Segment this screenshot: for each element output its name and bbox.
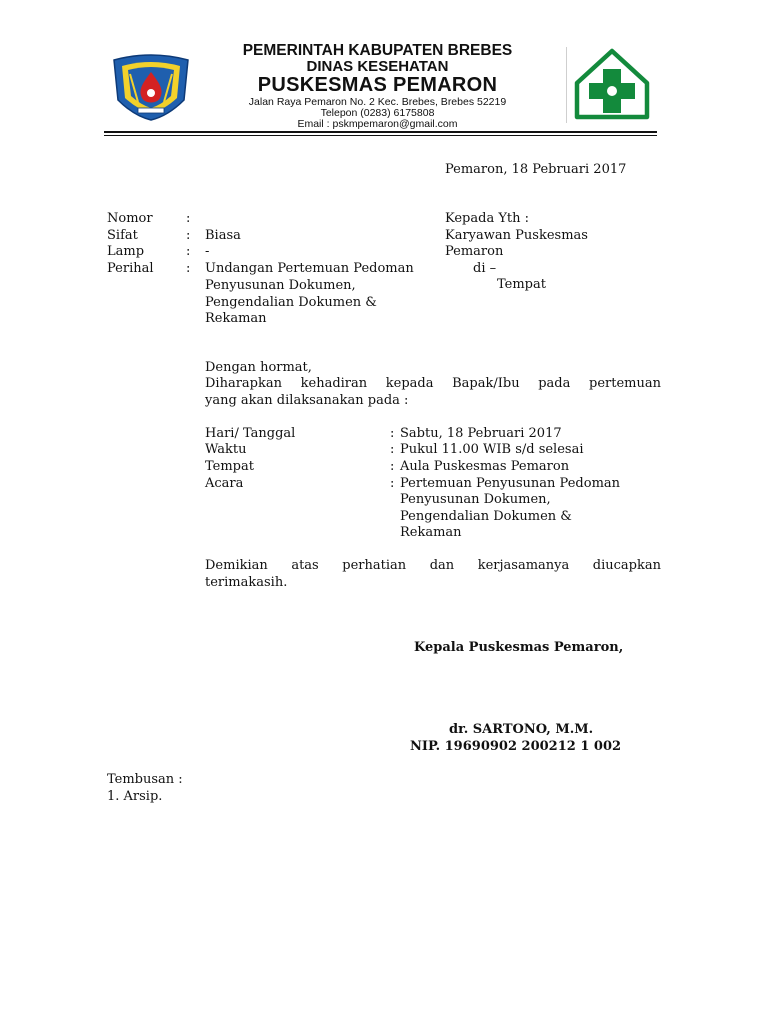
- puskesmas-logo-icon: [566, 47, 657, 123]
- cc-item: 1. Arsip.: [107, 789, 163, 804]
- recipient-place: Tempat: [497, 277, 546, 292]
- detail-value-agenda: Rekaman: [400, 525, 462, 540]
- lamp-colon: :: [186, 244, 191, 259]
- cc-label: Tembusan :: [107, 772, 183, 787]
- nomor-colon: :: [186, 211, 191, 226]
- perihal-line: Penyusunan Dokumen,: [205, 278, 356, 293]
- detail-label-date: Hari/ Tanggal: [205, 426, 296, 441]
- place-date: Pemaron, 18 Pebruari 2017: [445, 162, 627, 177]
- perihal-line: Pengendalian Dokumen &: [205, 295, 377, 310]
- perihal-line: Undangan Pertemuan Pedoman: [205, 261, 414, 276]
- intro-line: yang akan dilaksanakan pada :: [205, 393, 409, 408]
- detail-label-time: Waktu: [205, 442, 247, 457]
- lamp-value: -: [205, 244, 210, 259]
- detail-value-date: Sabtu, 18 Pebruari 2017: [400, 426, 562, 441]
- detail-colon: :: [390, 459, 395, 474]
- detail-value-place: Aula Puskesmas Pemaron: [400, 459, 570, 474]
- detail-colon: :: [390, 476, 395, 491]
- detail-colon: :: [390, 426, 395, 441]
- perihal-line: Rekaman: [205, 311, 267, 326]
- intro-line: Diharapkan kehadiran kepada Bapak/Ibu pada pertemuan: [205, 376, 661, 391]
- closing-line: Demikian atas perhatian dan kerjasamanya diucapkan: [205, 558, 661, 573]
- recipient-to: Kepada Yth :: [445, 211, 530, 226]
- detail-value-agenda: Pengendalian Dokumen &: [400, 509, 572, 524]
- greeting: Dengan hormat,: [205, 360, 312, 375]
- closing-line: terimakasih.: [205, 575, 288, 590]
- recipient-di: di –: [473, 261, 497, 276]
- sifat-label: Sifat: [107, 228, 138, 243]
- recipient-line: Pemaron: [445, 244, 504, 259]
- letterhead-rule-thick: [104, 131, 657, 133]
- letterhead-institution: PUSKESMAS PEMARON: [257, 74, 498, 96]
- letterhead-department: DINAS KESEHATAN: [306, 58, 449, 75]
- lamp-label: Lamp: [107, 244, 145, 259]
- letterhead-email: Email : pskmpemaron@gmail.com: [297, 118, 458, 130]
- sifat-value: Biasa: [205, 228, 241, 243]
- detail-value-agenda: Penyusunan Dokumen,: [400, 492, 551, 507]
- nomor-label: Nomor: [107, 211, 153, 226]
- sifat-colon: :: [186, 228, 191, 243]
- perihal-colon: :: [186, 261, 191, 276]
- letterhead-government: PEMERINTAH KABUPATEN BREBES: [242, 42, 513, 59]
- detail-value-time: Pukul 11.00 WIB s/d selesai: [400, 442, 584, 457]
- signature-nip: NIP. 19690902 200212 1 002: [410, 739, 622, 754]
- perihal-label: Perihal: [107, 261, 154, 276]
- letterhead-address: Jalan Raya Pemaron No. 2 Kec. Brebes, Brebes 52219: [248, 96, 507, 108]
- signature-title: Kepala Puskesmas Pemaron,: [414, 640, 624, 655]
- recipient-line: Karyawan Puskesmas: [445, 228, 588, 243]
- kabupaten-emblem-icon: [108, 52, 194, 122]
- detail-colon: :: [390, 442, 395, 457]
- detail-value-agenda: Pertemuan Penyusunan Pedoman: [400, 476, 621, 491]
- detail-label-place: Tempat: [205, 459, 254, 474]
- letterhead-phone: Telepon (0283) 6175808: [320, 107, 435, 119]
- signature-name: dr. SARTONO, M.M.: [449, 722, 594, 737]
- detail-label-agenda: Acara: [205, 476, 244, 491]
- letterhead-rule-thin: [104, 135, 657, 136]
